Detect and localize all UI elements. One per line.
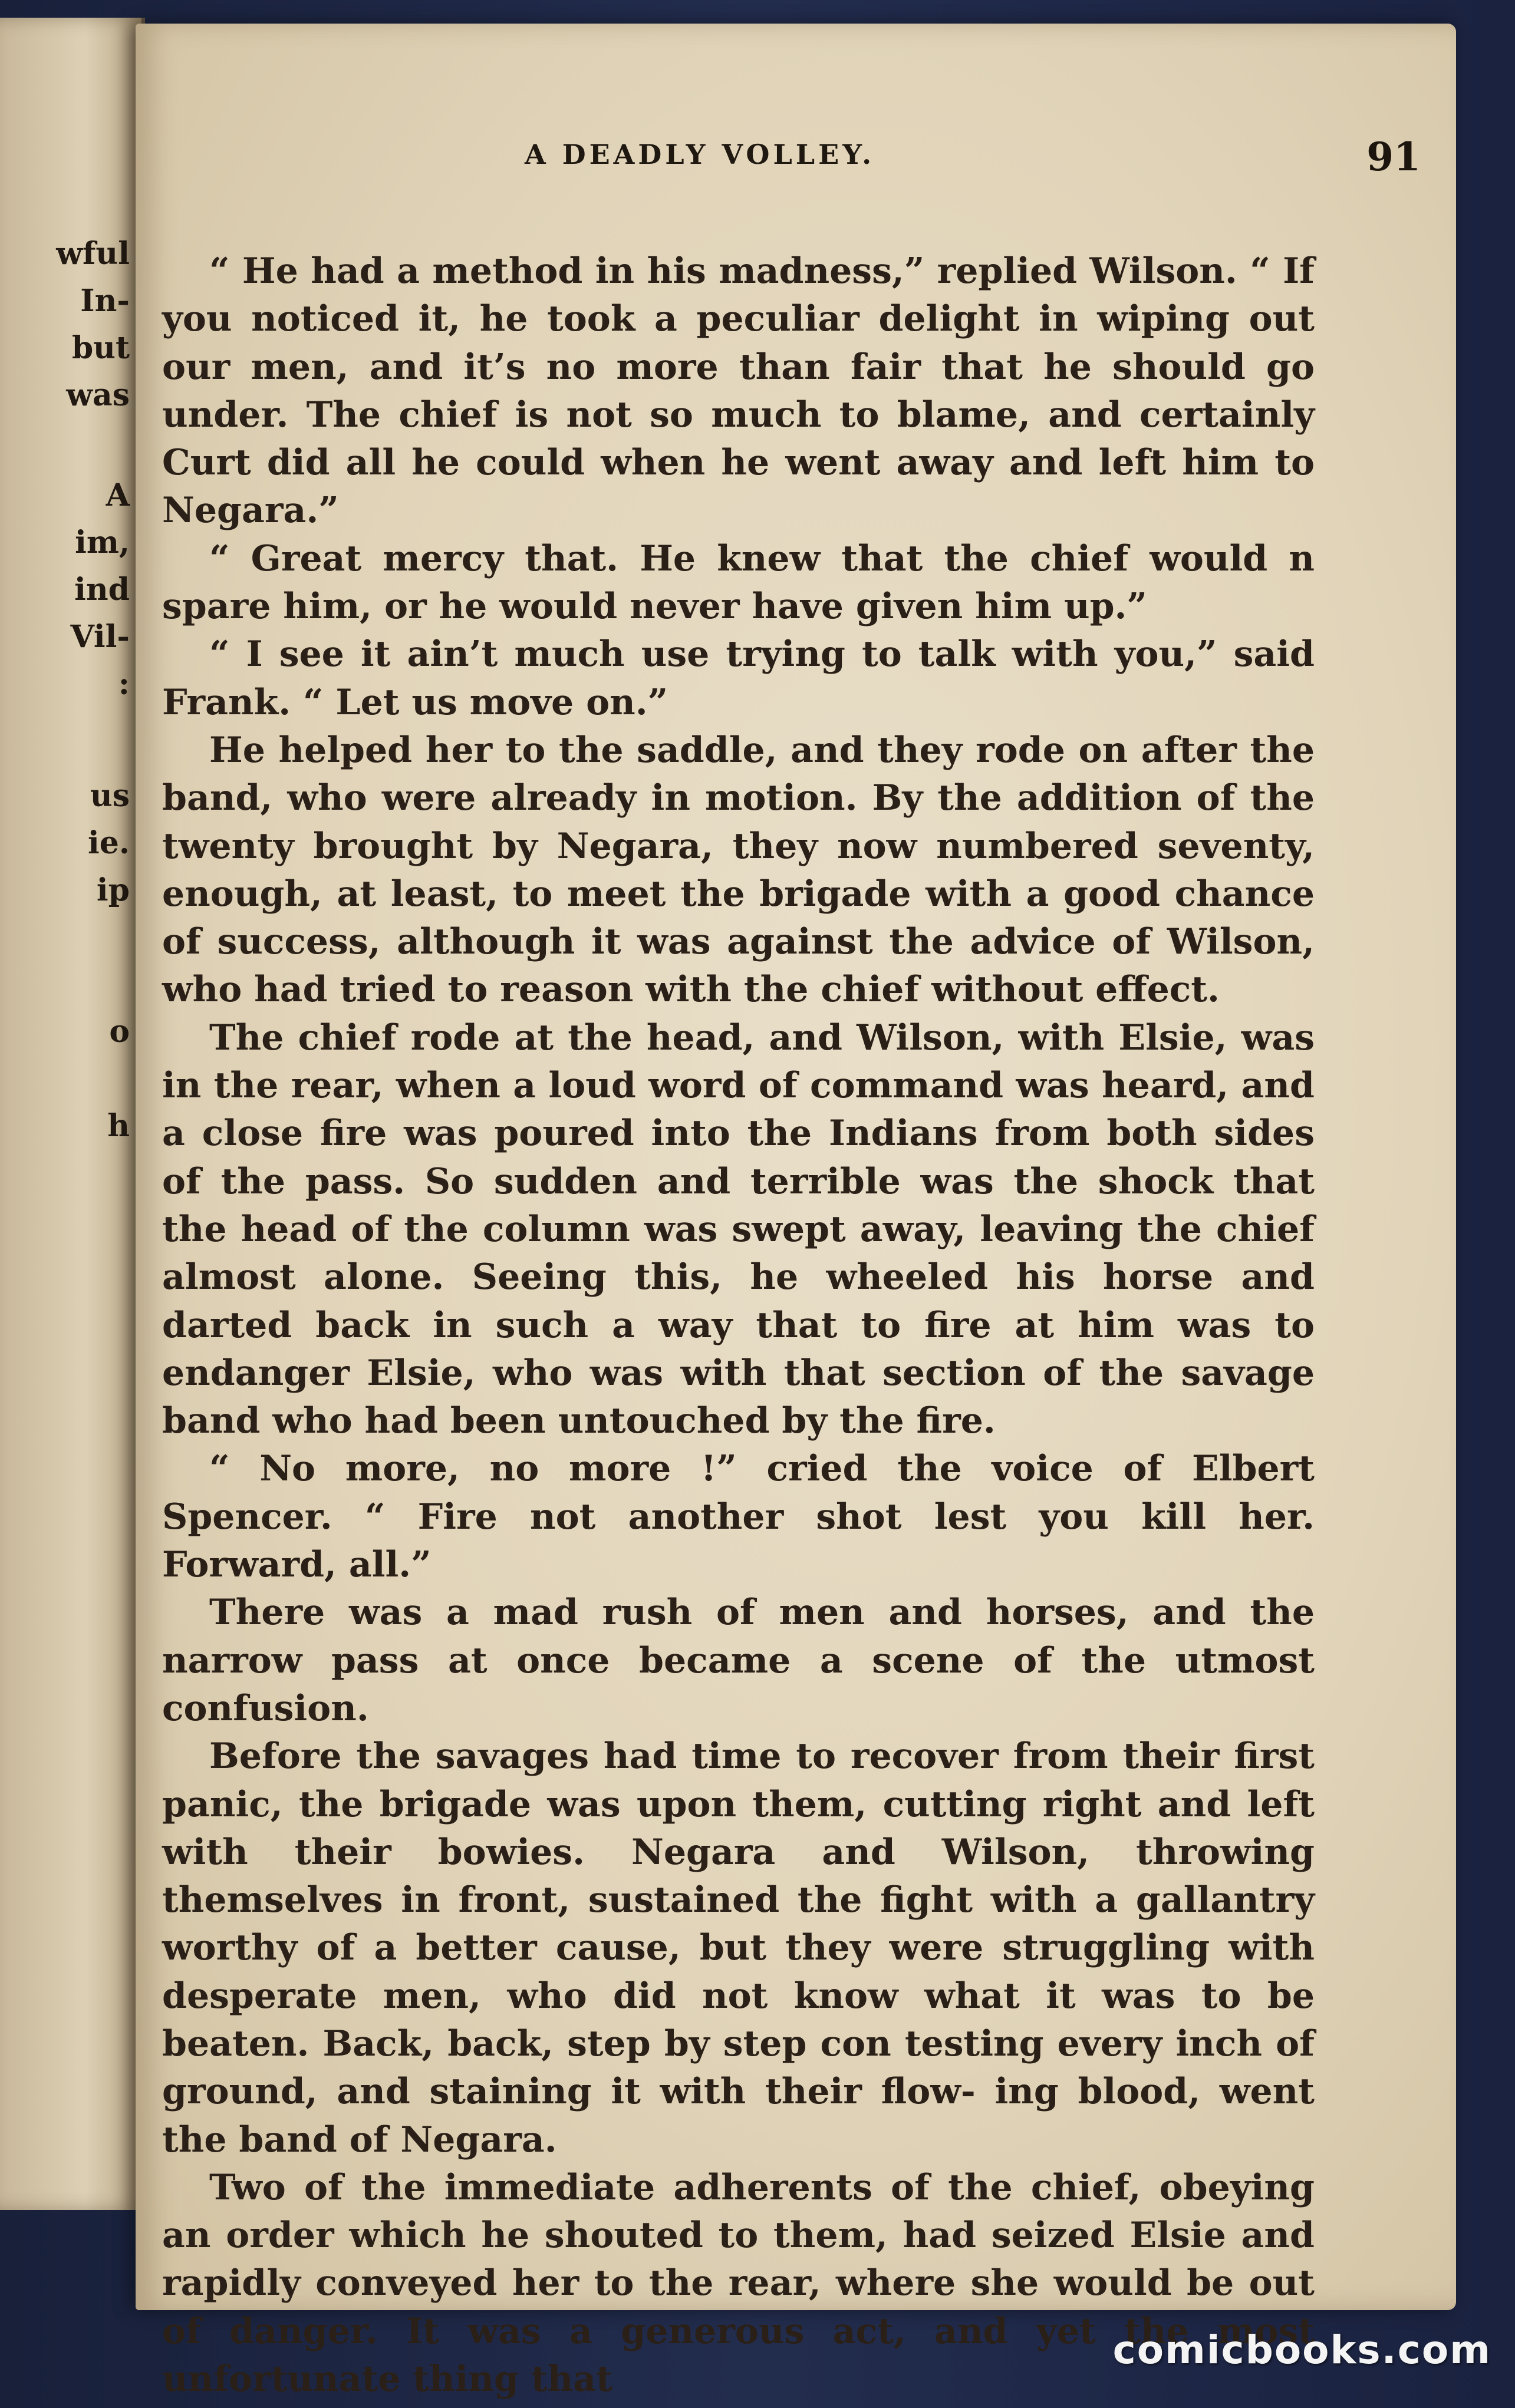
left-fragment: h — [107, 1108, 130, 1144]
running-head — [136, 134, 1456, 192]
left-fragment: : — [118, 666, 130, 702]
paragraph: Two of the immediate adherents of the chief, obeying an order which he shouted to them, had seized Elsie and rapidly conveyed her to the rear, where she would be out of danger. It was a generous act, and yet the most unfortunate thing that — [162, 2166, 1315, 2400]
watermark: comicbooks.com — [1112, 2327, 1491, 2373]
left-fragment: was — [66, 377, 130, 413]
paragraph: “ I see it ain’t much use trying to talk with you,” said Frank. “ Let us move on.” — [162, 634, 1315, 723]
left-fragment: o — [109, 1014, 130, 1050]
paragraph: The chief rode at the head, and Wilson, with Elsie, was in the rear, when a loud word of command was heard, and a close fire was poured into the Indians from both sides of the pass. So sudden and terrible was the shock that the head of the column was swept away, leaving the chief almost alone. Seeing this, he wheeled his horse and darted back in such a way that to fire at him was to endanger Elsie, who was with that section of the savage band who had been untouched by the fire. — [162, 1017, 1315, 1442]
left-fragment: us — [90, 778, 130, 814]
paragraph: “ He had a method in his madness,” replied Wilson. “ If you noticed it, he took a peculiar delight in wiping out our men, and it’s no more than fair that he should go under. The chief is not so much to blame, and certainly Curt did all he could when he went away and left him to Negara.” — [162, 250, 1315, 532]
paragraph: There was a mad rush of men and horses, and the narrow pass at once became a scene of the utmost confusion. — [162, 1592, 1315, 1729]
paragraph: He helped her to the saddle, and they rode on after the band, who were already in motion. By the addition of the twenty brought by Negara, they now numbered seventy, enough, at least, to meet the brigade with a good chance of success, although it was against the advice of Wilson, who had tried to reason with the chief without effect. — [162, 729, 1315, 1011]
left-facing-page — [0, 18, 145, 2210]
paragraph: “ Great mercy that. He knew that the chief would n spare him, or he would never have given him up.” — [162, 537, 1315, 628]
left-fragment: wful — [56, 236, 130, 272]
paragraph: “ No more, no more !” cried the voice of Elbert Spencer. “ Fire not another shot lest you kill her. Forward, all.” — [162, 1448, 1315, 1586]
left-fragment: im, — [75, 525, 130, 560]
left-fragment: ind — [74, 572, 130, 608]
left-fragment: but — [71, 330, 130, 366]
left-fragment: Vil- — [70, 619, 130, 655]
left-fragment: ip — [96, 872, 130, 908]
page-number: 91 — [1366, 134, 1421, 180]
running-title: A DEADLY VOLLEY. — [525, 138, 875, 170]
body-text — [162, 248, 1315, 2403]
left-fragment: ie. — [88, 825, 130, 861]
left-fragment: A — [106, 477, 130, 513]
paragraph: Before the savages had time to recover from their first panic, the brigade was upon them, cutting right and left with their bowies. Negara and Wilson, throwing themselves in front, sustained the fight with a gallantry worthy of a better cause, but they were struggling with desperate men, who did not know what it was to be beaten. Back, back, step by step con testing every inch of ground, and staining it with their flow- ing blood, went the band of Negara. — [162, 1736, 1315, 2160]
left-fragment: In- — [80, 283, 130, 319]
